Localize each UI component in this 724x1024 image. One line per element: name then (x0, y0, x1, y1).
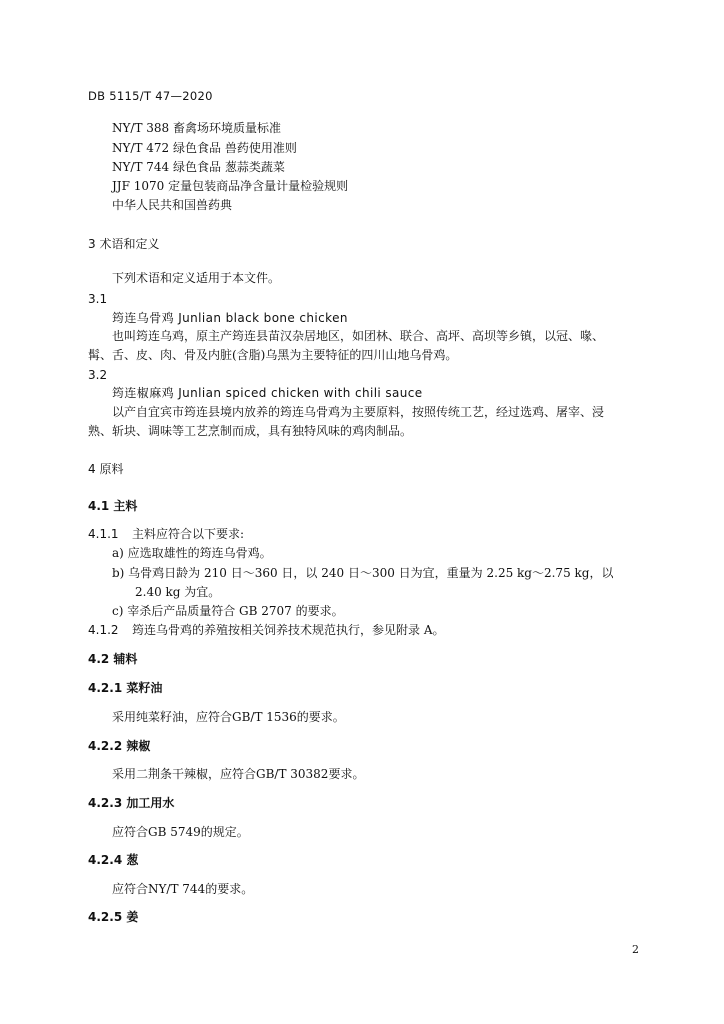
list-item-b-cont: 2.40 kg 为宜。 (135, 585, 221, 599)
term-3-1-definition: 也叫筠连乌鸡，原主产筠连县苗汉杂居地区，如团林、联合、高坪、高坝等乡镇，以冠、喙、 (112, 329, 605, 343)
section-4-1-heading: 4.1 主料 (88, 499, 138, 513)
section-4-1-2-text: 筠连乌骨鸡的养殖按相关饲养技术规范执行，参见附录 A。 (132, 623, 445, 637)
section-4-2-4-heading: 4.2.4 葱 (88, 853, 139, 867)
document-code-header: DB 5115/T 47—2020 (88, 89, 213, 103)
section-4-2-1-heading: 4.2.1 菜籽油 (88, 681, 163, 695)
section-4-1-2-number: 4.1.2 (88, 623, 119, 637)
section-3-heading: 3 术语和定义 (88, 237, 160, 251)
term-3-1-number: 3.1 (88, 292, 108, 306)
reference-item: NY/T 472 绿色食品 兽药使用准则 (112, 141, 297, 155)
list-item-c: c) 宰杀后产品质量符合 GB 2707 的要求。 (112, 604, 344, 618)
term-3-2-definition-cont: 熟、斩块、调味等工艺烹制而成，具有独特风味的鸡肉制品。 (88, 424, 413, 438)
section-4-2-3-text: 应符合GB 5749的规定。 (112, 825, 249, 839)
section-4-2-4-text: 应符合NY/T 744的要求。 (112, 882, 254, 896)
reference-item: NY/T 388 畜禽场环境质量标准 (112, 121, 282, 135)
section-4-2-2-heading: 4.2.2 辣椒 (88, 739, 151, 753)
section-4-2-2-text: 采用二荆条干辣椒，应符合GB/T 30382要求。 (112, 767, 365, 781)
reference-item: 中华人民共和国兽药典 (112, 198, 233, 212)
section-4-2-1-text: 采用纯菜籽油，应符合GB/T 1536的要求。 (112, 710, 345, 724)
section-4-2-3-heading: 4.2.3 加工用水 (88, 796, 175, 810)
section-3-intro: 下列术语和定义适用于本文件。 (112, 271, 281, 285)
term-3-2-number: 3.2 (88, 368, 108, 382)
section-4-2-heading: 4.2 辅料 (88, 652, 138, 666)
section-4-heading: 4 原料 (88, 462, 124, 476)
section-4-1-1-number: 4.1.1 (88, 527, 119, 541)
term-3-2-definition: 以产自宜宾市筠连县境内放养的筠连乌骨鸡为主要原料，按照传统工艺，经过选鸡、屠宰、浸 (112, 405, 605, 419)
term-3-1-definition-cont: 髯、舌、皮、肉、骨及内脏(含脂)乌黑为主要特征的四川山地乌骨鸡。 (88, 348, 458, 362)
list-item-b: b) 乌骨鸡日龄为 210 日～360 日，以 240 日～300 日为宜，重量为 2.25 kg～2.75 kg，以 (112, 566, 614, 580)
term-3-2-title: 筠连椒麻鸡 Junlian spiced chicken with chili sauce (112, 386, 423, 400)
page-number: 2 (632, 943, 639, 956)
term-3-1-title: 筠连乌骨鸡 Junlian black bone chicken (112, 311, 348, 325)
reference-item: NY/T 744 绿色食品 葱蒜类蔬菜 (112, 160, 285, 174)
list-item-a: a) 应选取雄性的筠连乌骨鸡。 (112, 546, 272, 560)
section-4-1-1-text: 主料应符合以下要求: (132, 527, 245, 541)
reference-item: JJF 1070 定量包装商品净含量计量检验规则 (112, 179, 349, 193)
section-4-2-5-heading: 4.2.5 姜 (88, 910, 139, 924)
